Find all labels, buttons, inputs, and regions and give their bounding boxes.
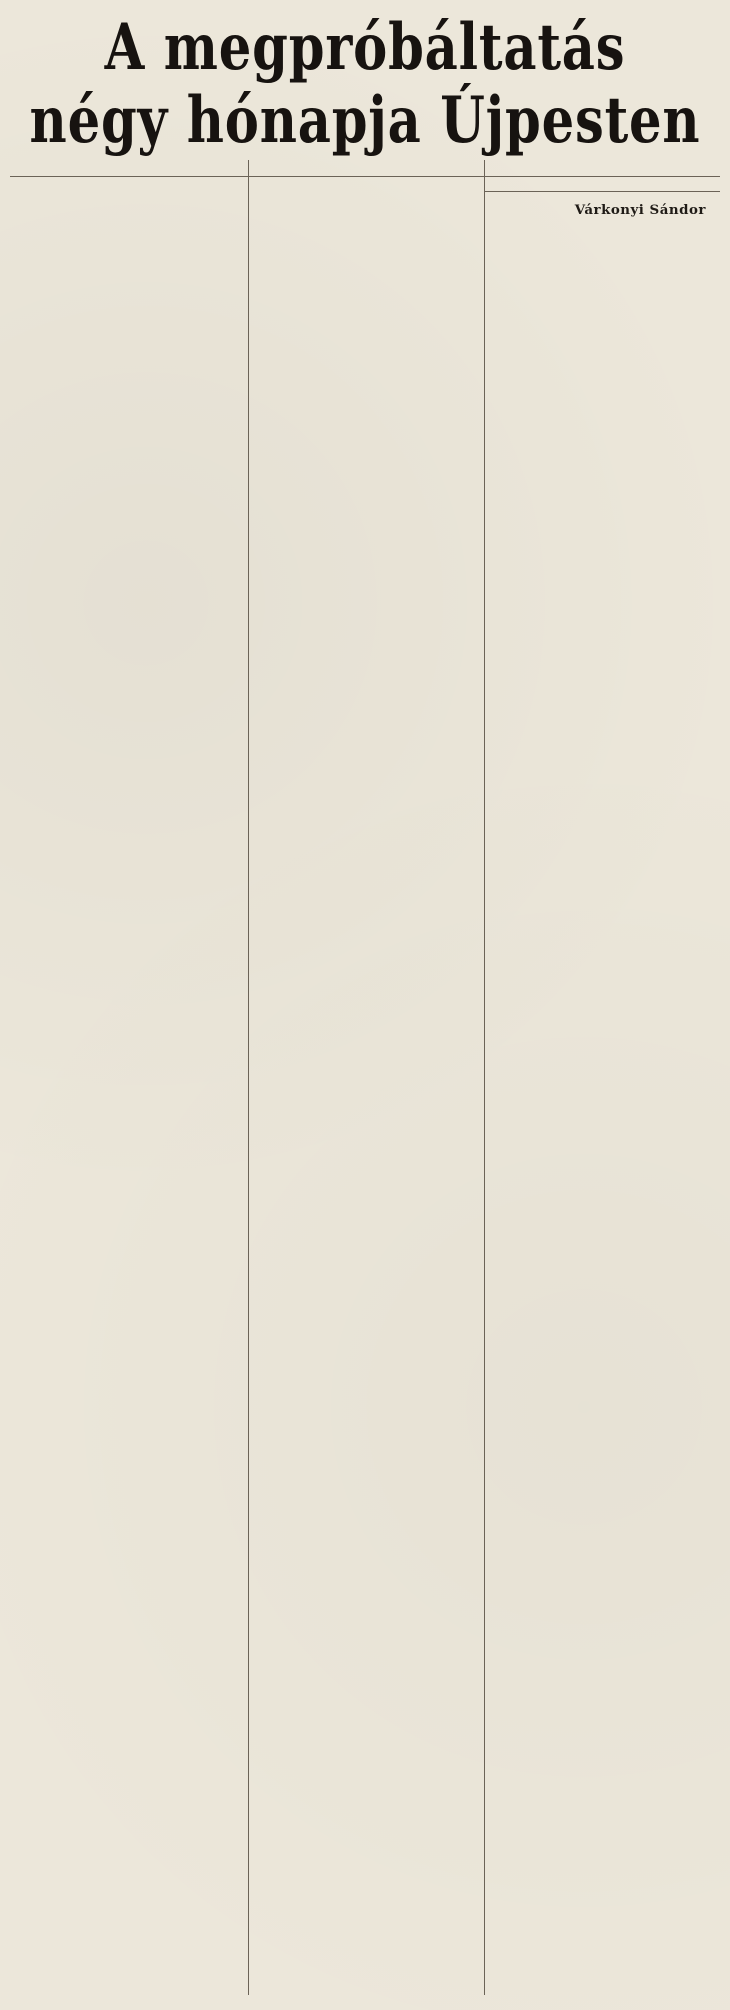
section-rule — [10, 176, 248, 177]
article-headline — [5, 10, 725, 159]
section-rule — [485, 176, 720, 177]
section-rule — [485, 191, 720, 192]
column-1 — [10, 160, 248, 1995]
article-columns — [10, 160, 720, 1995]
column-2 — [248, 160, 484, 1995]
headline-line-2: négy hónapja Újpesten — [29, 83, 701, 159]
column-3 — [484, 160, 720, 1995]
section-rule — [249, 176, 484, 177]
headline-line-1: A megpróbáltatás — [104, 10, 626, 85]
article-byline: Várkonyi Sándor — [574, 202, 706, 218]
